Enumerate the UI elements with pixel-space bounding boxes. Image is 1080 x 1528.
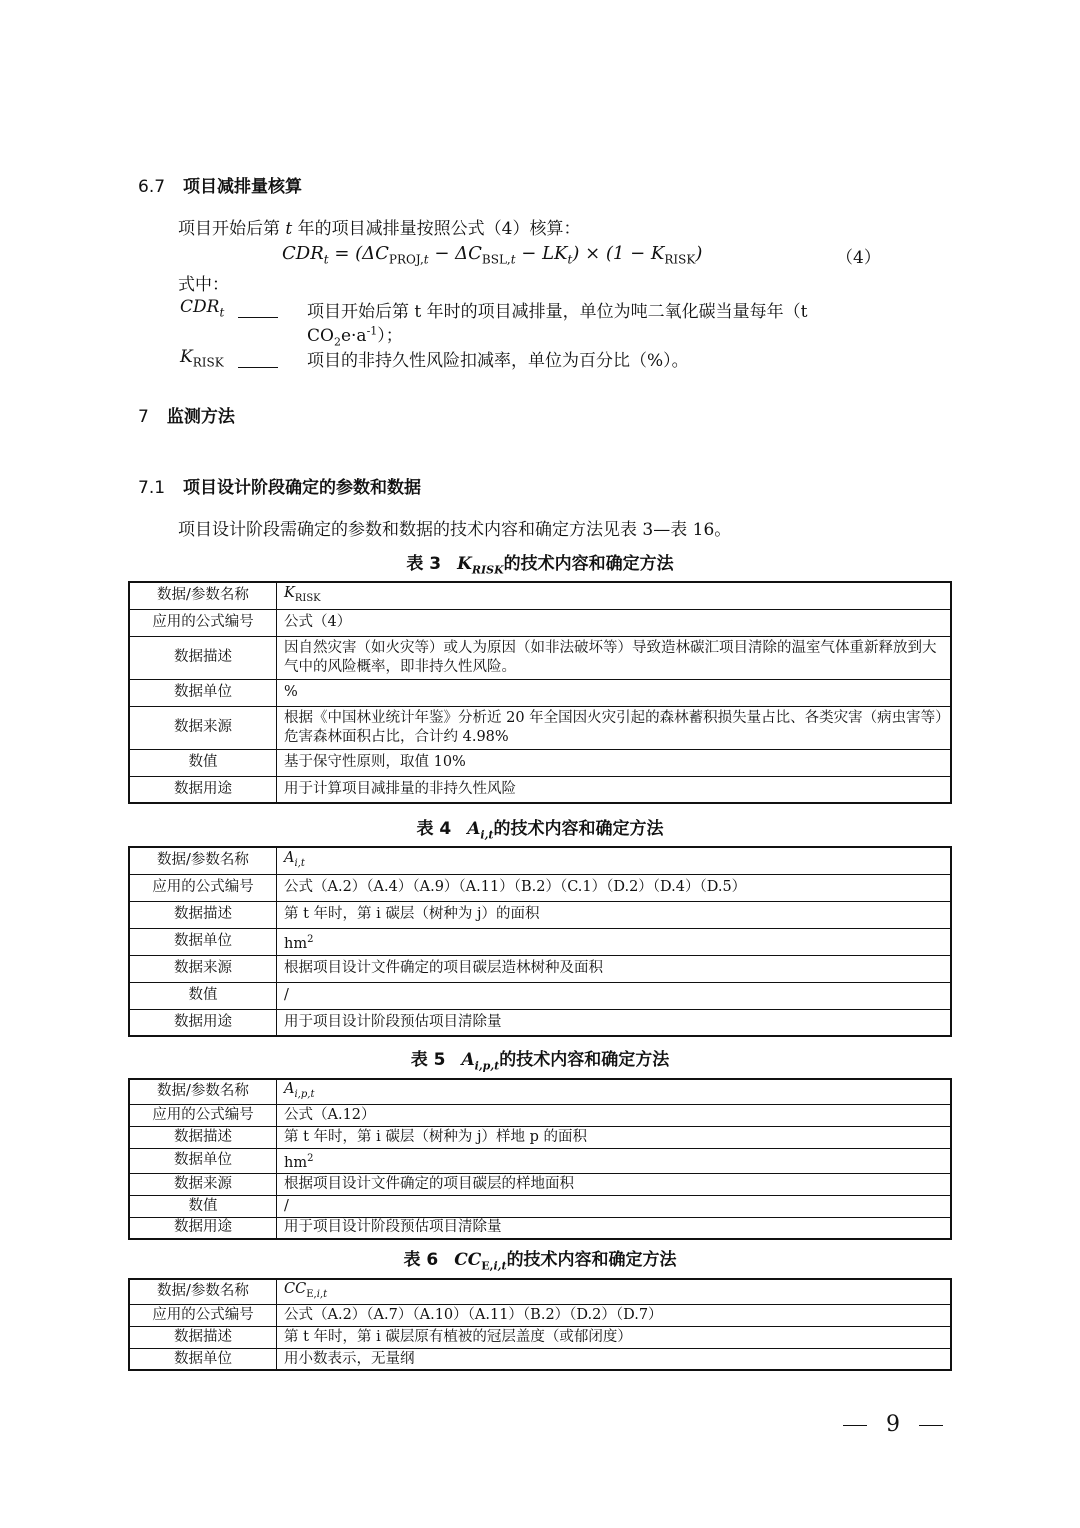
row-label: 数据用途	[129, 776, 277, 803]
row-label: 数据来源	[129, 1173, 277, 1195]
row-label: 数据单位	[129, 1348, 277, 1370]
row-label: 数值	[129, 1195, 277, 1217]
table-row	[129, 1217, 951, 1239]
table-row	[129, 1104, 951, 1126]
table-row	[129, 955, 951, 982]
caption-text: 的技术内容和确定方法	[506, 1250, 677, 1270]
table-row	[129, 1079, 951, 1104]
row-label: 应用的公式编号	[129, 609, 277, 636]
formula-number: （4）	[836, 248, 881, 268]
row-label: 数据/参数名称	[129, 582, 277, 609]
table-row	[129, 982, 951, 1009]
caption-text: 的技术内容和确定方法	[503, 554, 674, 574]
definition-symbol-cdr: $CDR_t$	[180, 297, 225, 320]
row-value: 基于保守性原则，取值 10%	[277, 749, 952, 776]
row-value: /	[277, 982, 952, 1009]
section-intro: 项目设计阶段需确定的参数和数据的技术内容和确定方法见表 3—表 16。	[178, 520, 732, 540]
row-label: 应用的公式编号	[129, 874, 277, 901]
table-caption-3	[0, 549, 1080, 576]
table-6	[128, 1278, 952, 1371]
row-value: $K_{RISK}$	[277, 582, 952, 609]
page-number-dash	[843, 1425, 867, 1426]
table-row	[129, 706, 951, 749]
where-label: 式中：	[178, 275, 229, 295]
row-label: 数据描述	[129, 1326, 277, 1348]
row-value: %	[277, 679, 952, 706]
row-value: /	[277, 1195, 952, 1217]
row-label: 数据单位	[129, 1148, 277, 1173]
row-value: 根据项目设计文件确定的项目碳层的样地面积	[277, 1173, 952, 1195]
table-symbol: $A_{i,t}$	[467, 819, 494, 842]
table-row	[129, 1304, 951, 1326]
row-value: 公式（A.12）	[277, 1104, 952, 1126]
caption-text: 的技术内容和确定方法	[499, 1050, 670, 1070]
row-value: 第 t 年时，第 i 碳层（树种为 j）样地 p 的面积	[277, 1126, 952, 1148]
section-heading-7-1	[138, 473, 421, 498]
table-row	[129, 1126, 951, 1148]
table-4	[128, 846, 952, 1037]
row-label: 数据单位	[129, 928, 277, 955]
row-label: 数据用途	[129, 1009, 277, 1036]
definition-dash	[238, 307, 278, 326]
row-value: 第 t 年时，第 i 碳层原有植被的冠层盖度（或郁闭度）	[277, 1326, 952, 1348]
section-title: 项目减排量核算	[183, 177, 303, 197]
row-value: 用于项目设计阶段预估项目清除量	[277, 1217, 952, 1239]
row-value: 第 t 年时，第 i 碳层（树种为 j）的面积	[277, 901, 952, 928]
formula-4: $CDR_t = (\Delta C_{PROJ,t} - \Delta C_{BSL,t} - LK_t) \times (1 - K_{RISK})$	[282, 243, 703, 267]
row-label: 应用的公式编号	[129, 1104, 277, 1126]
row-value: 公式（A.2）（A.4）（A.9）（A.11）（B.2）（C.1）（D.2）（D.4）（D.5）	[277, 874, 952, 901]
intro-text-post: 年的项目减排量按照公式（4）核算：	[297, 219, 581, 239]
table-symbol: $K_{RISK}$	[457, 554, 504, 577]
row-value: $CC_{E,i,t}$	[277, 1279, 952, 1304]
table-caption-6	[0, 1245, 1080, 1272]
page-number	[843, 1412, 943, 1437]
table-number: 表 4	[416, 819, 452, 839]
row-label: 应用的公式编号	[129, 1304, 277, 1326]
row-label: 数据用途	[129, 1217, 277, 1239]
definition-text-cdr-line2: $CO_2e\cdot a^{-1}$）；	[307, 324, 403, 349]
section-heading-7	[138, 402, 235, 427]
table-row	[129, 636, 951, 679]
caption-text: 的技术内容和确定方法	[493, 819, 664, 839]
table-number: 表 6	[403, 1250, 439, 1270]
definition-text-cdr: 项目开始后第 t 年时的项目减排量，单位为吨二氧化碳当量每年（t	[307, 302, 808, 322]
row-label: 数据描述	[129, 901, 277, 928]
row-value: $A_{i,t}$	[277, 847, 952, 874]
row-label: 数据/参数名称	[129, 1079, 277, 1104]
row-value: 根据项目设计文件确定的项目碳层造林树种及面积	[277, 955, 952, 982]
table-number: 表 3	[406, 554, 442, 574]
row-label: 数据描述	[129, 636, 277, 679]
table-row	[129, 1009, 951, 1036]
row-value: $A_{i,p,t}$	[277, 1079, 952, 1104]
row-value: 用于计算项目减排量的非持久性风险	[277, 776, 952, 803]
formula-intro	[178, 214, 580, 239]
row-label: 数据描述	[129, 1126, 277, 1148]
row-value: 根据《中国林业统计年鉴》分析近 20 年全国因火灾引起的森林蓄积损失量占比、各类灾害（病虫害等）危害森林面积占比，合计约 4.98%	[277, 706, 952, 749]
row-value: 用小数表示，无量纲	[277, 1348, 952, 1370]
row-value: $hm^2$	[277, 928, 952, 955]
definition-text-krisk: 项目的非持久性风险扣减率，单位为百分比（%）。	[307, 351, 689, 371]
table-row	[129, 1195, 951, 1217]
row-label: 数值	[129, 982, 277, 1009]
table-row	[129, 582, 951, 609]
section-title: 项目设计阶段确定的参数和数据	[183, 478, 422, 498]
table-row	[129, 1173, 951, 1195]
definition-dash	[238, 357, 278, 376]
table-row	[129, 1348, 951, 1370]
table-number: 表 5	[410, 1050, 446, 1070]
table-row	[129, 1279, 951, 1304]
table-row	[129, 679, 951, 706]
section-title: 监测方法	[166, 407, 235, 427]
row-value: 用于项目设计阶段预估项目清除量	[277, 1009, 952, 1036]
page-number-dash	[919, 1425, 943, 1426]
table-row	[129, 776, 951, 803]
table-row	[129, 847, 951, 874]
row-label: 数据单位	[129, 679, 277, 706]
table-row	[129, 749, 951, 776]
row-label: 数值	[129, 749, 277, 776]
row-value: 公式（A.2）（A.7）（A.10）（A.11）（B.2）（D.2）（D.7）	[277, 1304, 952, 1326]
table-symbol: $CC_{E,i,t}$	[454, 1250, 507, 1273]
table-3	[128, 581, 952, 804]
row-label: 数据来源	[129, 706, 277, 749]
table-symbol: $A_{i,p,t}$	[461, 1050, 500, 1073]
table-caption-5	[0, 1045, 1080, 1072]
row-label: 数据/参数名称	[129, 1279, 277, 1304]
section-number: 7	[138, 407, 149, 427]
section-heading-6-7	[138, 172, 302, 197]
table-caption-4	[0, 814, 1080, 841]
section-number: 7.1	[138, 478, 166, 498]
page-number-value: 9	[886, 1412, 900, 1437]
row-label: 数据/参数名称	[129, 847, 277, 874]
intro-text-pre: 项目开始后第	[178, 219, 280, 239]
row-value: 因自然灾害（如火灾等）或人为原因（如非法破坏等）导致造林碳汇项目清除的温室气体重新释放到大气中的风险概率，即非持久性风险。	[277, 636, 952, 679]
table-row	[129, 1326, 951, 1348]
table-5	[128, 1078, 952, 1240]
row-value: $hm^2$	[277, 1148, 952, 1173]
intro-variable: t	[285, 219, 293, 239]
section-number: 6.7	[138, 177, 166, 197]
table-row	[129, 928, 951, 955]
table-row	[129, 609, 951, 636]
definition-symbol-krisk: $K_{RISK}$	[180, 347, 224, 370]
row-value: 公式（4）	[277, 609, 952, 636]
table-row	[129, 874, 951, 901]
table-row	[129, 1148, 951, 1173]
row-label: 数据来源	[129, 955, 277, 982]
table-row	[129, 901, 951, 928]
